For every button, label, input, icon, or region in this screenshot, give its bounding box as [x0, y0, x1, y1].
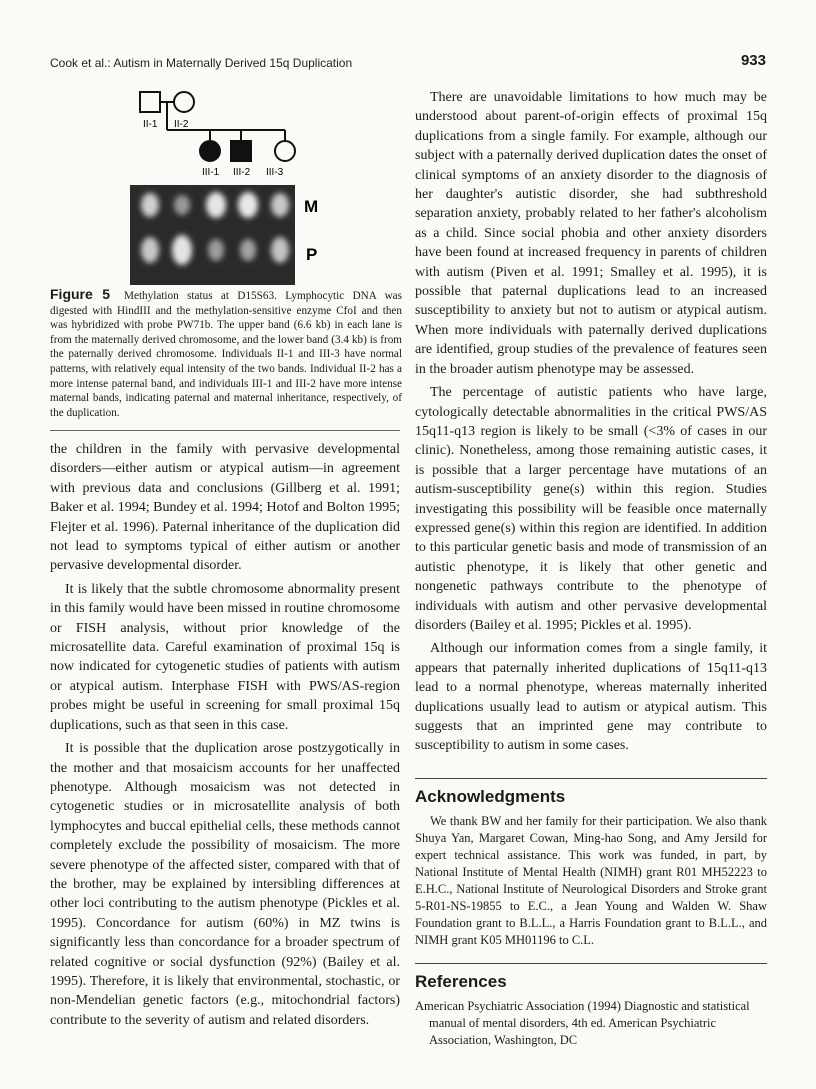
pedigree-female-unaffected	[174, 92, 194, 112]
figure-graphic	[50, 90, 400, 285]
figure-caption	[50, 287, 402, 420]
figure-5	[50, 90, 400, 290]
pedigree-male-affected	[231, 141, 251, 161]
acknowledgments-heading: Acknowledgments	[415, 778, 767, 807]
paragraph: There are unavoidable limitations to how much may be understood about parent-of-origin effects of proximal 15q duplications from a single family. For example, although our subject with a paternally derived duplication dates the onset of clinical symptoms of an anxiety disorder to the diagnosis of her daughter's autistic disorder, she had subthreshold separation anxiety, probably related to her father's alcoholism as a child. Since social phobia and other anxiety disorders have been found at increased frequency in parents of children with autism (Piven et al. 1991; Smalley et al. 1995), it is possible that paternal duplications lead to an increased susceptibility to anxiety but not to autism or atypical autism. When more individuals with paternally derived duplications are identified, group studies of the prevalence of features seen in the broader autism phenotype may be assessed.	[415, 90, 767, 377]
paragraph: It is possible that the duplication arose postzygotically in the mother and that mosaicism accounts for her unaffected phenotype. Although mosaicism was not detected in cytogenetic studies or in microsatellite analysis of both lymphocytes and buccal epithelial cells, these methods cannot completely exclude the possibility of mosaicism. The more severe phenotype of the affected sister, compared with that of the brother, may be explained by intersibling differences at other loci contributing to the autism phenotype (Pickles et al. 1995). Concordance for autism (60%) in MZ twins is significantly less than concordance for a broader spectrum of related cognitive or social dysfunction (92%) (Bailey et al. 1995). Therefore, it is likely that environmental, stochastic, or non-Mendelian genetic factors (e.g., mitochondrial factors) contribute to the severity of autism and related disorders.	[50, 741, 400, 1028]
paragraph: Although our information comes from a single family, it appears that paternally inherited duplications of 15q11-q13 lead to a normal phenotype, whereas maternally inherited duplications usually lead to autism or atypical autism. This suggests that an imprinted gene may contribute to susceptibility to autism in some cases.	[415, 641, 767, 754]
paragraph: The percentage of autistic patients who have large, cytologically detectable abnormalities in the critical PWS/AS 15q11-q13 region is likely to be small (<3% of cases in our clinic). Nonetheless, among those remaining autistic cases, it is possible that a larger percentage have mutations of an autism-susceptibility gene(s) within this region. Studies investigating this possibility will be feasible once maternally expressed gene(s) within this region are identified. In addition to this particular genetic basis and mode of transmission of an autistic phenotype, it is likely that other genetic and nongenetic pathways contribute to the phenotype of individuals with autism and other pervasive developmental disorders (Bailey et al. 1995; Pickles et al. 1995).	[415, 385, 767, 633]
references-heading: References	[415, 963, 767, 992]
pedigree-label-II-1: II-1	[143, 119, 158, 130]
acknowledgments-text: We thank BW and her family for their participation. We also thank Shuya Yan, Margaret Cowan, Ming-hao Song, and Amy Jersild for expert technical assistance. This work was funded, in part, by National Institute of Mental Health (NIMH) grant R01 MH52223 to E.H.C., National Institute of Neurological Disorders and Stroke grant 5-R01-NS-19855 to E.C., a Jean Young and Walden W. Shaw Foundation grant to B.L.L., a Harris Foundation grant to B.L.L., and NIMH grant K05 MH01196 to C.L.	[415, 813, 767, 947]
pedigree-female-unaffected-2	[275, 141, 295, 161]
left-column	[50, 440, 400, 1034]
figure-caption-label: Figure 5	[50, 286, 111, 302]
pedigree-label-III-3: III-3	[266, 167, 284, 178]
figure-caption-text: Methylation status at D15S63. Lymphocytic DNA was digested with HindIII and the methylation-sensitive enzyme CfoI and then was hybridized with probe PW71b. The upper band (6.6 kb) in each lane is from the maternally derived chromosome, and the lower band (3.4 kb) is from the paternally derived chromosome. Individuals II-1 and III-3 have normal patterns, with relatively equal intensity of the two bands. Individual II-2 has a more intense paternal band, and individuals III-1 and III-2 have more intense maternal bands, indicating paternal and maternal inheritance, respectively, of the duplication.	[50, 290, 402, 419]
pedigree-label-III-2: III-2	[233, 167, 251, 178]
caption-divider	[50, 430, 400, 431]
running-head: Cook et al.: Autism in Maternally Derived 15q Duplication	[50, 56, 353, 70]
paragraph: the children in the family with pervasive developmental disorders—either autism or atypical autism—in agreement with previous data and conclusions (Gillberg et al. 1991; Baker et al. 1994; Bundey et al. 1994; Hotof and Bolton 1995; Flejter et al. 1996). Paternal inheritance of the duplication did not lead to symptoms typical of either autism or another pervasive developmental disorder.	[50, 442, 400, 574]
gel-label-maternal: M	[304, 197, 319, 216]
page-number: 933	[740, 52, 766, 69]
gel-label-paternal: P	[306, 245, 318, 264]
paragraph: It is likely that the subtle chromosome abnormality present in this family would have been missed in routine chromosome or FISH analysis, without prior knowledge of the microsatellite data. Careful examination of proximal 15q is now indicated for cytogenetic studies of patients with autism or atypical autism. Interphase FISH with PWS/AS-region probes might be useful in screening for small proximal 15q duplications, such as that seen in this case.	[50, 581, 400, 733]
pedigree-label-II-2: II-2	[174, 119, 189, 130]
pedigree-female-affected	[200, 141, 220, 161]
pedigree-male-unaffected	[140, 92, 160, 112]
pedigree-label-III-1: III-1	[202, 167, 220, 178]
right-column	[415, 88, 767, 1049]
reference-item: American Psychiatric Association (1994) Diagnostic and statistical manual of mental disorders, 4th ed. American Psychiatric Association, Washington, DC	[415, 998, 750, 1047]
